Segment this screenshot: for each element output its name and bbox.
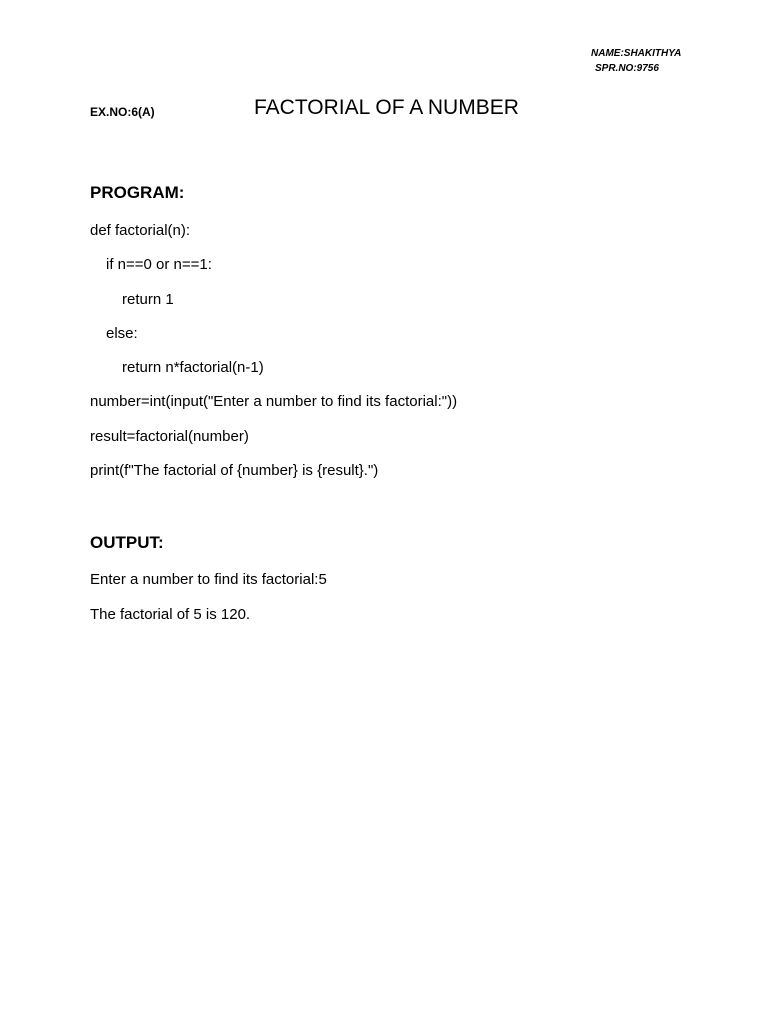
program-output [90,570,327,640]
code-line: else: [106,324,138,342]
student-name: NAME:SHAKITHYA [591,48,682,59]
code-line: if n==0 or n==1: [106,256,212,274]
student-spr-number: SPR.NO:9756 [595,63,659,74]
code-line: def factorial(n): [90,222,191,239]
program-code [90,221,457,495]
code-line: return 1 [122,290,174,308]
code-line: print(f"The factorial of {number} is {result}.") [90,462,379,480]
output-line: The factorial of 5 is 120. [90,606,251,623]
student-info [591,46,681,76]
exercise-number: EX.NO:6(A) [90,105,155,119]
code-line: return n*factorial(n-1) [122,359,264,377]
code-line: number=int(input("Enter a number to find its factorial:")) [90,393,458,411]
output-heading: OUTPUT: [90,533,164,552]
program-heading: PROGRAM: [90,183,185,202]
code-line: result=factorial(number) [90,427,249,445]
page-title: FACTORIAL OF A NUMBER [254,96,519,119]
output-line: Enter a number to find its factorial:5 [90,571,327,588]
